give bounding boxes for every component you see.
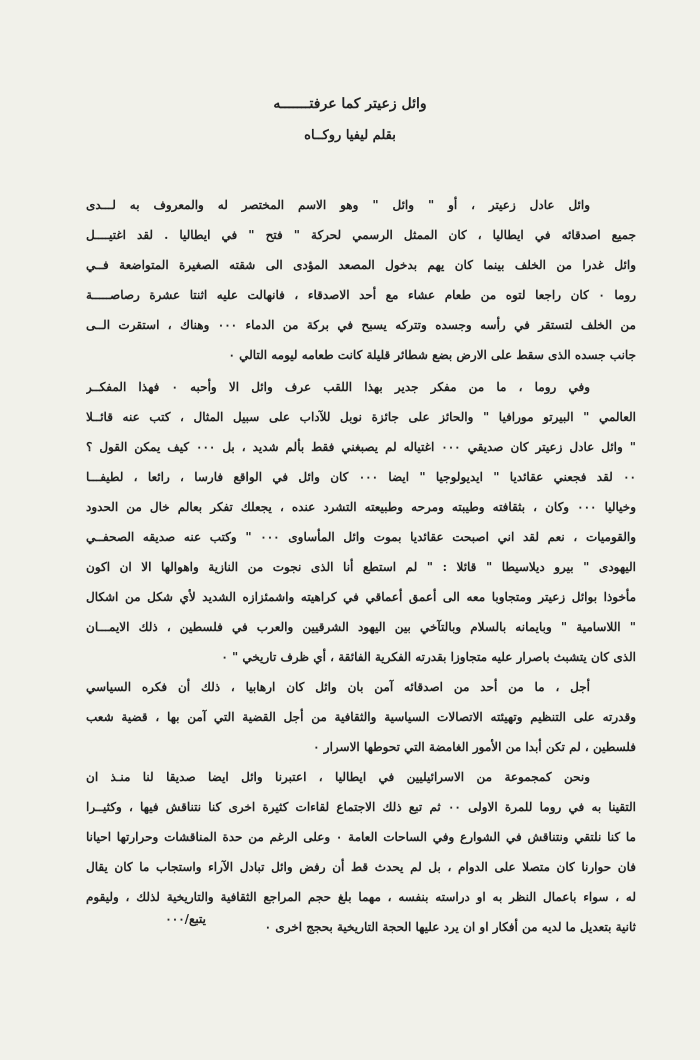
text-line: روما ٠ كان راجعا لتوه من طعام عشاء مع أحد الاصدقاء ، فانهالت عليه اثنتا عشرة رصاصـــــة bbox=[86, 288, 636, 302]
text-line: " وائل عادل زعيتر كان صديقي ٠٠٠ اغتياله لم يصبغني فقط بألم شديد ، بل ٠٠٠ كيف يمكن القول ؟ bbox=[86, 440, 636, 454]
text-line: وخياليا ٠٠٠ وكان ، بثقافته وطيبته ومرحه وطبيعته التشرد عنده ، يجعلك تفكر بعالم خال من الحدود bbox=[86, 500, 636, 514]
text-line: ما كنا نلتقي ونتناقش في الشوارع وفي الساحات العامة ٠ وعلى الرغم من حدة المناقشات وحرارتها احيانا bbox=[86, 830, 636, 844]
text-line: والقوميات ، نعم لقد اني اصبحت عقائديا بموت وائل المأساوى ٠٠٠ " وكتب عنه صديقه الصحفــي bbox=[86, 530, 636, 544]
text-line: ٠٠ لقد فجعني عقائديا " ايديولوجيا " ايضا ٠٠٠ كان وائل في الواقع فارسا ، رائعا ، لطيفـــا bbox=[86, 470, 636, 484]
text-line: الذى كان يتشبث باصرار عليه متجاوزا بقدرته الفكرية الفائقة ، أي ظرف تاريخي " ٠ bbox=[221, 650, 636, 664]
text-line: وائل غدرا من الخلف بينما كان يهم بدخول المصعد المؤدى الى شقته الصغيرة المتواضعة فــي bbox=[86, 258, 636, 272]
paragraph-2 bbox=[86, 372, 636, 672]
text-line: فان حوارنا كان متصلا على الدوام ، بل لم يحدث قط أن رفض وائل تبادل الآراء واستجاب ما كان يقال bbox=[86, 860, 636, 874]
text-line: وائل عادل زعيتر ، أو " وائل " وهو الاسم المختصر له والمعروف به لـــدى bbox=[86, 198, 590, 212]
article-title: وائل زعيتر كما عرفتـــــــه bbox=[273, 96, 427, 112]
article-byline: بقلم ليفيا روكــاه bbox=[304, 128, 396, 143]
continued-note: يتبع/٠٠٠ bbox=[165, 912, 206, 926]
text-line: وقدرته على التنظيم وتهيئته الاتصالات السياسية والثقافية من أجل القضية التي آمن بها ، قضية شعب bbox=[86, 710, 636, 724]
text-line: ثانية بتعديل ما لديه من أفكار او ان يرد عليها الحجة التاريخية بحجج اخرى ٠ bbox=[264, 920, 636, 934]
text-line: له ، سواء باعمال النظر به او دراسته بنفسه ، مهما بلغ حجم المراجع الثقافية والتاريخية لذلك ، وليقوم bbox=[86, 890, 636, 904]
text-line: جميع اصدقائه في ايطاليا ، كان الممثل الرسمي لحركة " فتح " في ايطاليا . لقد اغتيــــل bbox=[86, 228, 636, 242]
text-line: جانب جسده الذى سقط على الارض بضع شطائر قليلة كانت طعامه ليومه التالي ٠ bbox=[228, 348, 636, 362]
text-line: أجل ، ما من أحد من اصدقائه آمن بان وائل كان ارهابيا ، ذلك أن فكره السياسي bbox=[86, 680, 590, 694]
paragraph-3 bbox=[86, 672, 636, 762]
text-line: التقينا به في روما للمرة الاولى ٠٠ ثم تبع ذلك الاجتماع لقاءات كثيرة اخرى كنا نتناقش فيها ، وكثيــرا bbox=[86, 800, 636, 814]
text-line: وفي روما ، ما من مفكر جدير بهذا اللقب عرف وائل الا وأحبه ٠ فهذا المفكــر bbox=[86, 380, 590, 394]
text-line: ونحن كمجموعة من الاسرائيليين في ايطاليا ، اعتبرنا وائل ايضا صديقا لنا منـذ ان bbox=[86, 770, 590, 784]
text-line: اليهودى " بيرو ديلاسيطا " قائلا : " لم استطع أنا الذى نجوت من النازية واهوالها الا ان اكون bbox=[86, 560, 636, 574]
text-line: " اللاسامية " وبايمانه بالسلام وبالتآخي بين اليهود الشرقيين والعرب في فلسطين ، ذلك الايمـــان bbox=[86, 620, 636, 634]
paragraph-1 bbox=[86, 190, 636, 370]
text-line: العالمي " البيرتو مورافيا " والحائز على جائزة نوبل للآداب على سبيل المثال ، كتب عنه قائــلا bbox=[86, 410, 636, 424]
text-line: فلسطين ، لم تكن أبدا من الأمور الغامضة التي تحوطها الاسرار ٠ bbox=[313, 740, 636, 754]
text-line: مأخوذا بوائل زعيتر ومتجاوبا معه الى أعمق أعماقي في كراهيته واشمئزازه الشديد لأي شكل من اشكال bbox=[86, 590, 636, 604]
article-body bbox=[86, 190, 636, 942]
text-line: من الخلف لتستقر في رأسه وجسده وتتركه يسبح في بركة من الدماء ٠٠٠ وهناك ، استقرت الــى bbox=[86, 318, 636, 332]
